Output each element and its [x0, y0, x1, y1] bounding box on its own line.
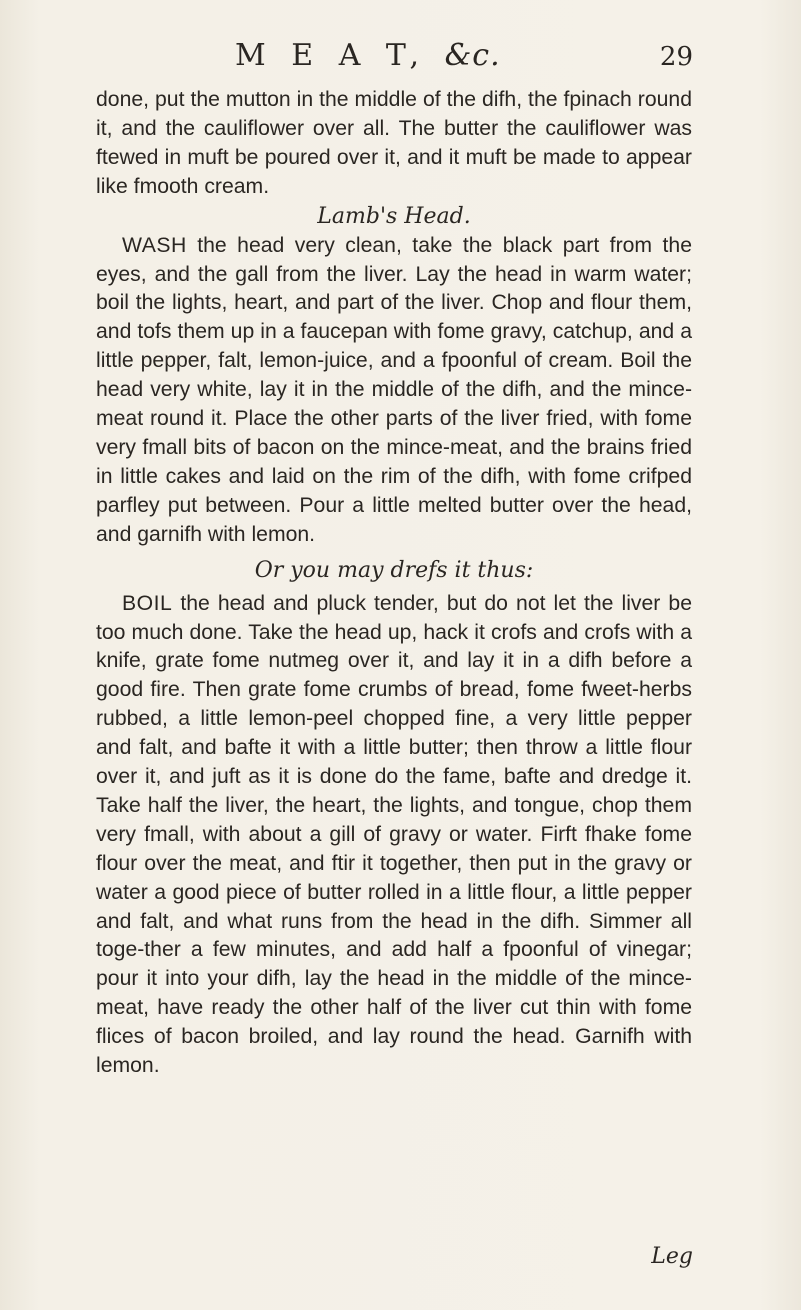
page-header — [0, 38, 801, 78]
paragraph-text: the head and pluck tender, but do not let the liver be too much done. Take the head up, hack it crofs and crofs with a knife, grate fome nutmeg over it, and lay it in a difh before a good fire. Then grate fome crumbs of bread, fome fweet-herbs rubbed, a little lemon-peel chopped fine, a very little pepper and falt, and bafte it with a little butter; then throw a little flour over it, and juft as it is done do the fame, bafte and dredge it. Take half the liver, the heart, the lights, and tongue, chop them very fmall, with about a gill of gravy or water. Firft fhake fome flour over the meat, and ftir it together, then put in the gravy or water a good piece of butter rolled in a little flour, a little pepper and falt, and what runs from the head in the difh. Simmer all toge-ther a few minutes, and add half a fpoonful of vinegar; pour it into your difh, lay the head in the middle of the mince-meat, have ready the other half of the liver cut thin with fome flices of bacon broiled, and lay round the head. Garnifh with lemon. — [96, 591, 692, 1078]
paragraph-text: the head very clean, take the black part from the eyes, and the gall from the liver. Lay the head in warm water; boil the lights, heart, and part of the liver. Chop and flour them, and tofs them up in a faucepan with fome gravy, catchup, and a little pepper, falt, lemon-juice, and a fpoonful of cream. Boil the head very white, lay it in the middle of the difh, and the mince-meat round it. Place the other parts of the liver fried, with fome very fmall bits of bacon on the mince-meat, and the brains fried in little cakes and laid on the rim of the difh, with fome crifped parfley put between. Pour a little melted butter over the head, and garnifh with lemon. — [96, 233, 692, 546]
running-head-etc: &c. — [444, 38, 501, 73]
running-head-title: M E A T, — [235, 38, 445, 73]
paragraph-lambs-head — [96, 232, 692, 550]
paragraph-alternative — [96, 590, 692, 1081]
section-heading-lambs-head: Lamb's Head. — [317, 203, 471, 229]
page-number: 29 — [659, 42, 693, 72]
text-block — [96, 86, 692, 1081]
continuation-paragraph: done, put the mutton in the middle of the difh, the fpinach round it, and the cauliflower over all. The butter the cauliflower was ftewed in muft be poured over it, and it muft be made to appear like fmooth cream. — [96, 88, 692, 198]
section-heading-alternative: Or you may drefs it thus: — [254, 557, 534, 583]
paragraph-lead-word: WASH — [122, 233, 187, 257]
running-head — [235, 38, 501, 73]
paragraph-lead-word: BOIL — [122, 591, 173, 615]
catchword: Leg — [651, 1244, 693, 1269]
